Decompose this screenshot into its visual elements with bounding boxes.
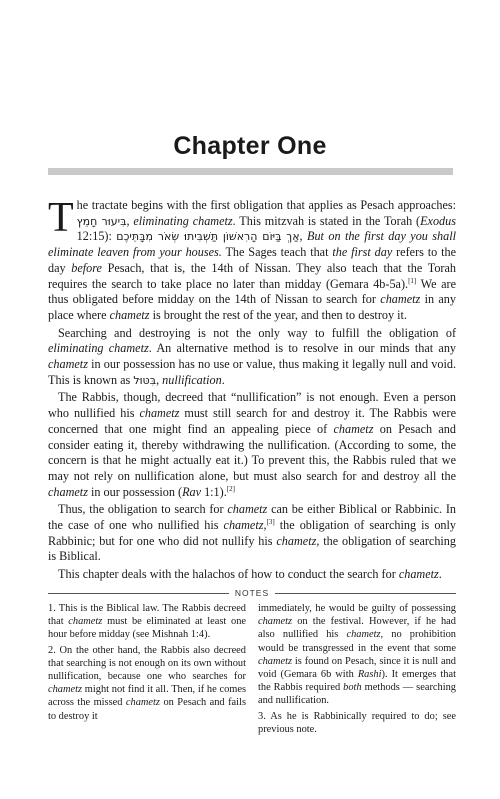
notes-rule-right xyxy=(275,593,456,594)
italic-term: chametz xyxy=(48,484,88,499)
italic-term: chametz xyxy=(333,421,374,436)
text-run: must be eliminated at least one hour before midday (see Mishnah 1:4). xyxy=(48,616,247,641)
notes-label: NOTES xyxy=(234,588,270,598)
text-run: . xyxy=(438,567,442,582)
verse-translation: But on the first day you shall eliminate leaven from your houses. xyxy=(48,229,457,260)
italic-term: eliminating chametz xyxy=(133,213,233,228)
italic-term: chametz xyxy=(276,533,317,548)
italic-term: chametz xyxy=(48,357,88,372)
text-run: . xyxy=(221,372,225,387)
text-run: 12:15): xyxy=(76,229,117,244)
paragraph-5 xyxy=(48,567,456,583)
italic-term: chametz xyxy=(380,292,421,307)
text-run: . This mitzvah is stated in the Torah ( xyxy=(232,213,421,228)
text-run: , xyxy=(263,518,267,533)
text-run: refers to the day xyxy=(48,245,456,275)
italic-term: before xyxy=(71,260,102,275)
text-run: is found on Pesach, since it is null and void (Gemara 6b with xyxy=(258,655,456,681)
hebrew-text: בִּטּוּל xyxy=(133,373,157,387)
text-run: Pesach, that is, the 14th of Nissan. They also teach that the Torah requires the search to take place no later than midday (Gemara 4b-5a). xyxy=(48,260,456,291)
text-run: must still search for and destroy it. The Rabbis were concerned that one might find an appealing piece of xyxy=(48,406,456,436)
text-run: , xyxy=(156,372,163,387)
notes-section xyxy=(48,602,456,738)
text-run: immediately, he would be guilty of possessing xyxy=(258,603,456,614)
text-run: , the obligation of searching is Biblical. xyxy=(48,533,456,564)
notes-column-left xyxy=(48,602,246,738)
text-run: can be either Biblical or Rabbinic. In the case of one who nullified his xyxy=(48,502,456,533)
footnote-ref-2[interactable]: [2] xyxy=(226,484,235,493)
italic-term: Rashi xyxy=(357,669,382,681)
italic-term: chametz xyxy=(227,502,268,517)
notes-column-right xyxy=(258,602,456,738)
text-run: the obligation of searching is only Rabbinic; but for one who did not nullify his xyxy=(48,518,456,548)
text-run: 1. This is the Biblical law. The Rabbis decreed that xyxy=(48,603,246,628)
text-run: Thus, the obligation to search for xyxy=(58,502,228,517)
italic-term: chametz xyxy=(258,655,293,667)
footnote-ref-3[interactable]: [3] xyxy=(266,518,275,526)
paragraph-1 xyxy=(48,195,457,324)
text-run: in our possession ( xyxy=(87,484,183,499)
hebrew-verse: אַךְ בַּיּוֹם הָרִאשׁוֹן תַּשְׁבִּיתוּ שְּׂאֹר מִבָּתֵּיכֶם xyxy=(116,230,300,244)
italic-term: chametz xyxy=(139,406,180,421)
italic-term: Exodus xyxy=(420,213,456,228)
note-3 xyxy=(258,710,456,736)
text-run: The Sages teach that xyxy=(221,245,333,260)
text-run: . An alternative method is to resolve in our minds that any xyxy=(148,341,457,356)
text-run: on the festival. However, if he had also nullified his xyxy=(258,616,456,641)
text-run: might not find it all. Then, if he comes across the missed xyxy=(48,684,246,709)
text-run: on Pesach and fails to destroy it xyxy=(48,697,246,722)
text-run: ). It emerges that the Rabbis required xyxy=(258,669,456,694)
text-run: 2. On the other hand, the Rabbis also decreed that searching is not enough on its own without nullification, because one who searches for xyxy=(48,644,246,683)
italic-term: chametz xyxy=(125,697,160,709)
main-text xyxy=(48,195,457,585)
hebrew-text: בִּיעוּר חָמֵץ xyxy=(76,214,127,228)
text-run: 3. As he is Rabbinically required to do; see previous note. xyxy=(258,710,456,735)
notes-rule-left xyxy=(48,593,229,594)
text-run: in our possession has no use or value, thus making it legally null and void. This is known as xyxy=(48,357,456,387)
text-run: is brought the rest of the year, and then to destroy it. xyxy=(149,307,407,322)
footnote-ref-1[interactable]: [1] xyxy=(408,276,417,285)
text-run: , xyxy=(299,229,308,244)
text-run: 1:1). xyxy=(201,484,227,499)
note-2-continued xyxy=(258,602,456,708)
text-run: methods — searching and nullification. xyxy=(258,682,456,707)
italic-term: both xyxy=(343,682,362,694)
text-run: The Rabbis, though, decreed that “nullification” is not enough. Even a person who nullified his xyxy=(48,390,456,421)
italic-term: chametz xyxy=(68,616,103,628)
italic-term: chametz xyxy=(223,518,264,533)
italic-term: eliminating chametz xyxy=(48,341,149,356)
italic-term: chametz xyxy=(109,307,150,322)
text-run: in any place where xyxy=(48,292,456,322)
italic-term: chametz xyxy=(48,684,83,696)
text-run: Searching and destroying is not the only way to fulfill the obligation of xyxy=(58,325,456,340)
title-rule xyxy=(48,168,453,175)
text-run: on Pesach and consider eating it, thereby withdrawing the nullification. (According to some, the concern is that he might actually eat it.) To prevent this, the Rabbis ruled that we may not rely on nullification alone, but must also search for and destroy all the xyxy=(48,421,456,483)
italic-term: nullification xyxy=(162,372,222,387)
note-2 xyxy=(48,644,246,723)
italic-term: chametz xyxy=(398,567,439,582)
drop-cap: T xyxy=(48,195,74,241)
text-run: We are thus obligated before midday on the 14th of Nissan to search for xyxy=(48,276,456,307)
paragraph-3 xyxy=(48,390,456,500)
text-run: no prohibition would be transgressed in the event that some xyxy=(258,629,456,654)
chapter-title: Chapter One xyxy=(173,132,327,160)
notes-divider xyxy=(48,587,456,599)
italic-term: chametz, xyxy=(346,629,384,641)
paragraph-4 xyxy=(48,502,456,565)
note-1 xyxy=(48,602,246,642)
text-run: he tractate begins with the first obligation that applies as Pesach approaches: xyxy=(76,198,456,212)
italic-term: the first day xyxy=(332,245,393,260)
italic-term: chametz xyxy=(258,616,293,628)
text-run: , xyxy=(126,213,134,228)
text-run: This chapter deals with the halachos of how to conduct the search for xyxy=(58,567,399,582)
paragraph-2 xyxy=(48,326,456,389)
italic-term: Rav xyxy=(182,484,202,499)
